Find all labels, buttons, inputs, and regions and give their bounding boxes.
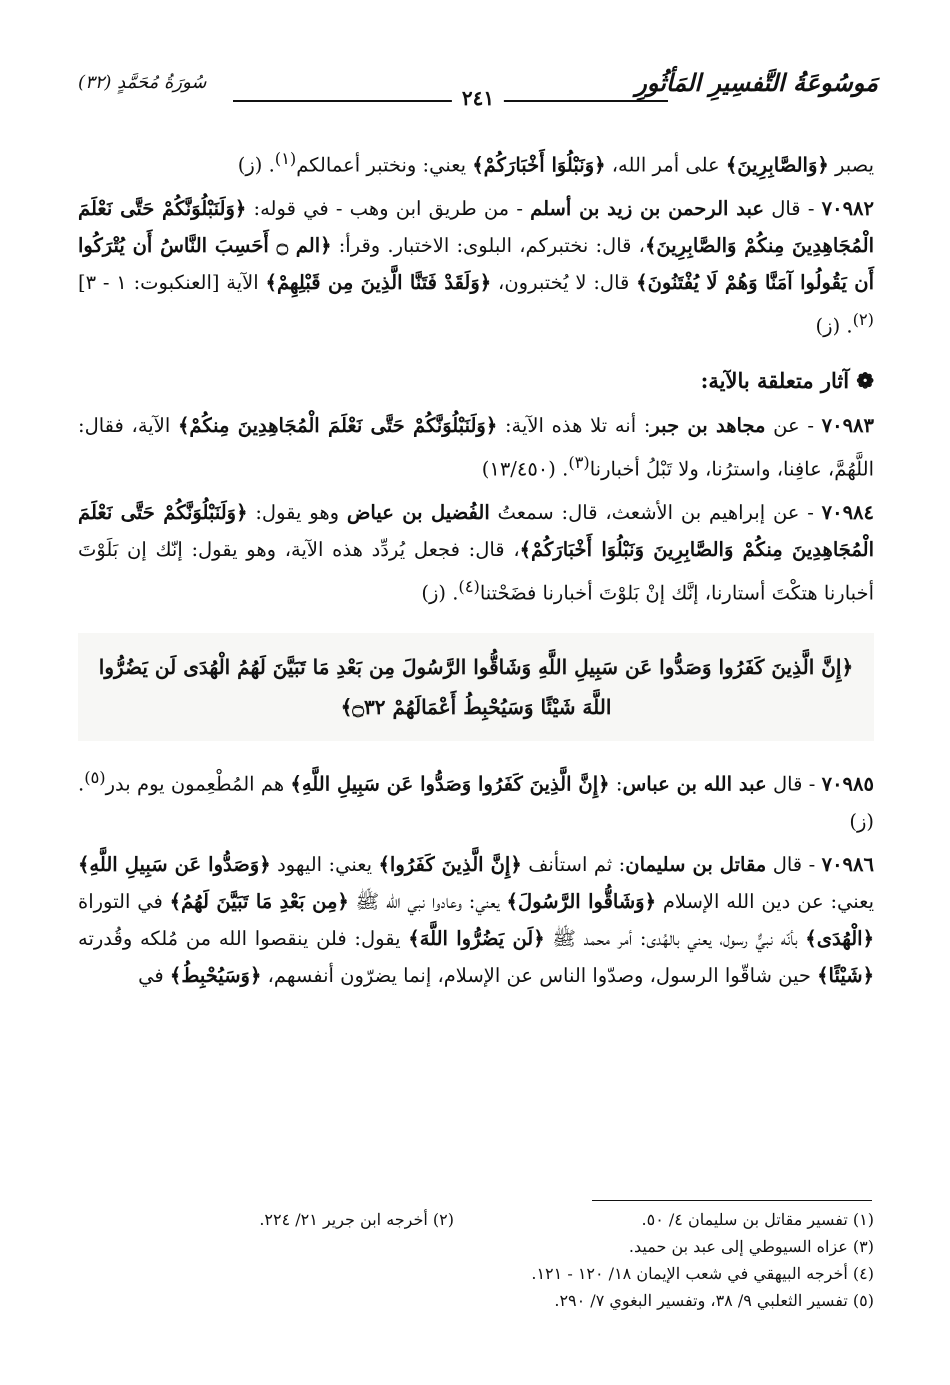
text: الآية [العنكبوت: ١ - ٣] [78, 270, 266, 294]
narrator-name: الفُضيل بن عياض [346, 500, 490, 524]
quran-quote: ﴿وَلَنَبْلُوَنَّكُمْ حَتَّى نَعْلَمَ الْمُجَاهِدِينَ مِنكُمْ وَالصَّابِرِينَ وَنَبْلُوَا أَخْبَارَكُمْ﴾ [78, 500, 874, 561]
main-text [78, 140, 874, 1000]
text: : أنه تلا هذه الآية: [497, 414, 651, 437]
footnotes [78, 1206, 874, 1314]
quran-quote: ﴿وَنَبْلُوَا أَخْبَارَكُمْ﴾ [472, 153, 606, 177]
text: . (ز) [421, 581, 459, 604]
text: قال: لا يُختبرون، [491, 270, 637, 294]
footnote-ref: (٢) [852, 309, 874, 329]
text: . (ز) [815, 314, 853, 337]
text: في [138, 963, 170, 987]
footnote-row [78, 1287, 874, 1314]
book-title: مَوسُوعَةُ التَّفسِيرِ المَأثُورِ [635, 68, 878, 97]
footnote-ref: (١) [274, 149, 297, 168]
page-number: ٢٤١ [452, 86, 504, 110]
text: في التوراة [78, 889, 170, 913]
text: - من طريق ابن وهب - في قوله: [246, 196, 531, 220]
narration-70986 [78, 846, 874, 994]
narrator-name: عبد الله بن عباس [622, 772, 767, 796]
page-header [78, 62, 878, 112]
footnote-row [78, 1206, 874, 1233]
text: : [609, 772, 623, 796]
text: . (١٣/٤٥٠) [481, 457, 569, 481]
footnote-ref: (٥) [84, 768, 106, 787]
narration-70984 [78, 494, 874, 612]
verse-box [78, 633, 874, 741]
surah-title: سُورَةُ مُحَمَّدٍ (٣٢) [78, 72, 207, 93]
footnote-5: (٥) تفسير الثعلبي ٩/ ٣٨، وتفسير البغوي ٧/ ٢٩٠. [554, 1291, 874, 1310]
quran-quote: ﴿لَن يَضُرُّوا اللَّهَ﴾ [408, 926, 545, 950]
narrator-name: مجاهد بن جبر [650, 414, 766, 437]
text: يصبر [828, 153, 874, 177]
narration-number: ٧٠٩٨٣ [821, 414, 874, 437]
quran-quote: ﴿وَلَنَبْلُوَنَّكُمْ حَتَّى نَعْلَمَ الْمُجَاهِدِينَ مِنكُمْ﴾ [177, 414, 498, 437]
text: هم المُطْعِمون يوم بدر [105, 772, 291, 796]
narration-number: ٧٠٩٨٢ [821, 196, 875, 220]
quran-quote: ﴿شَيْئًا﴾ [817, 963, 874, 987]
narrator-name: مقاتل بن سليمان [625, 852, 767, 876]
footnote-1: (١) تفسير مقاتل بن سليمان ٤/ ٥٠. [641, 1210, 874, 1229]
verse-text: ﴿إِنَّ الَّذِينَ كَفَرُوا وَصَدُّوا عَن سَبِيلِ اللَّهِ وَشَاقُّوا الرَّسُولَ مِن بَعْدِ مَا تَبَيَّنَ لَهُمُ الْهُدَى لَن يَضُرُّوا اللَّهَ شَيْئًا وَسَيُحْبِطُ أَعْمَالَهُمْ ۝٣٢﴾ [98, 655, 854, 719]
text: يعني: وعادوا نبي الله ﷺ [348, 889, 507, 913]
quran-quote: ﴿وَالصَّابِرِينَ﴾ [725, 153, 829, 177]
footnote-2: (٢) أخرجه ابن جرير ٢١/ ٢٢٤. [259, 1210, 454, 1229]
footnote-3: (٣) عزاه السيوطي إلى عبد بن حميد. [628, 1237, 874, 1256]
text: يعني: اليهود [270, 852, 379, 876]
text: ، قال: نختبركم، البلوى: الاختبار. وقرأ: [331, 233, 645, 257]
header-rule [233, 100, 668, 102]
text: يقول: فلن ينقصوا الله من مُلكه وقُدرته [78, 926, 409, 950]
quran-quote: ﴿إِنَّ الَّذِينَ كَفَرُوا﴾ [378, 852, 522, 876]
footnote-4: (٤) أخرجه البيهقي في شعب الإيمان ١٨/ ١٢٠ - ١٢١. [531, 1264, 874, 1283]
text: يعني: ونختبر أعمالكم [296, 153, 473, 177]
text: - عن [765, 414, 822, 437]
text: بأنّه نبيٌّ رسول، يعني بالهُدى: أمر محمد ﷺ [544, 926, 806, 950]
quran-quote: ﴿وَشَاقُّوا الرَّسُولَ﴾ [506, 889, 657, 913]
text: - قال [766, 772, 822, 796]
quran-quote: ﴿وَلَنَبْلُوَنَّكُمْ حَتَّى نَعْلَمَ الْمُجَاهِدِينَ مِنكُمْ وَالصَّابِرِينَ﴾ [78, 196, 874, 257]
narration-70982 [78, 190, 874, 345]
quran-quote: ﴿وَلَقَدْ فَتَنَّا الَّذِينَ مِن قَبْلِهِمْ﴾ [265, 270, 492, 294]
text: الآية، فقال: اللَّهُمَّ، عافِنا، واسترُنا، ولا تَبْلُ أخبارنا [78, 414, 874, 481]
quran-quote: ﴿إِنَّ الَّذِينَ كَفَرُوا وَصَدُّوا عَن سَبِيلِ اللَّهِ﴾ [290, 772, 610, 796]
text: وهو يقول: [247, 500, 347, 524]
section-heading: ❁ آثار متعلقة بالآية: [700, 368, 874, 393]
narration-number: ٧٠٩٨٥ [821, 772, 874, 796]
quran-quote: ﴿وَصَدُّوا عَن سَبِيلِ اللَّهِ﴾ [78, 852, 271, 876]
text: : ثم استأنف [521, 852, 626, 876]
footnote-ref: (٣) [568, 453, 590, 472]
text: ، قال: فجعل يُردِّد هذه الآية، وهو يقول: إنّك إن بَلَوْتَ أخبارنا هتكْتَ أستارنا، إنَّك إنْ بَلوْتَ أخبارنا فضَحْتنا [78, 537, 874, 604]
quran-quote: ﴿الْهُدَى﴾ [805, 926, 874, 950]
footnote-divider [592, 1200, 872, 1201]
narration-70983 [78, 407, 874, 488]
quran-quote: ﴿مِن بَعْدِ مَا تَبَيَّنَ لَهُمُ﴾ [169, 889, 349, 913]
footnote-row [78, 1233, 874, 1260]
narration-number: ٧٠٩٨٤ [821, 500, 875, 524]
text: - عن إبراهيم بن الأشعث، قال: سمعتُ [489, 500, 822, 524]
narration-70985 [78, 759, 874, 840]
quran-quote: ﴿الم ۝ أَحَسِبَ النَّاسُ أَن يُتْرَكُوا أَن يَقُولُوا آمَنَّا وَهُمْ لَا يُفْتَنُونَ﴾ [78, 233, 875, 294]
footnote-ref: (٤) [458, 576, 480, 596]
text: يعني: عن دين الله الإسلام [656, 889, 874, 913]
text: حين شاقّوا الرسول، وصدّوا الناس عن الإسلام، إنما يضرّون أنفسهم، [261, 963, 818, 987]
text: - قال [766, 852, 822, 876]
text: - قال [763, 196, 822, 220]
text: . (ز) [237, 153, 275, 177]
narration-number: ٧٠٩٨٦ [821, 852, 874, 876]
text: على أمر الله، [605, 153, 726, 177]
footnote-row [78, 1260, 874, 1287]
narrator-name: عبد الرحمن بن زيد بن أسلم [530, 196, 764, 220]
quran-quote: ﴿وَسَيُحْبِطُ﴾ [169, 963, 262, 987]
text: . (ز) [78, 772, 874, 833]
paragraph-continuation [78, 140, 874, 184]
